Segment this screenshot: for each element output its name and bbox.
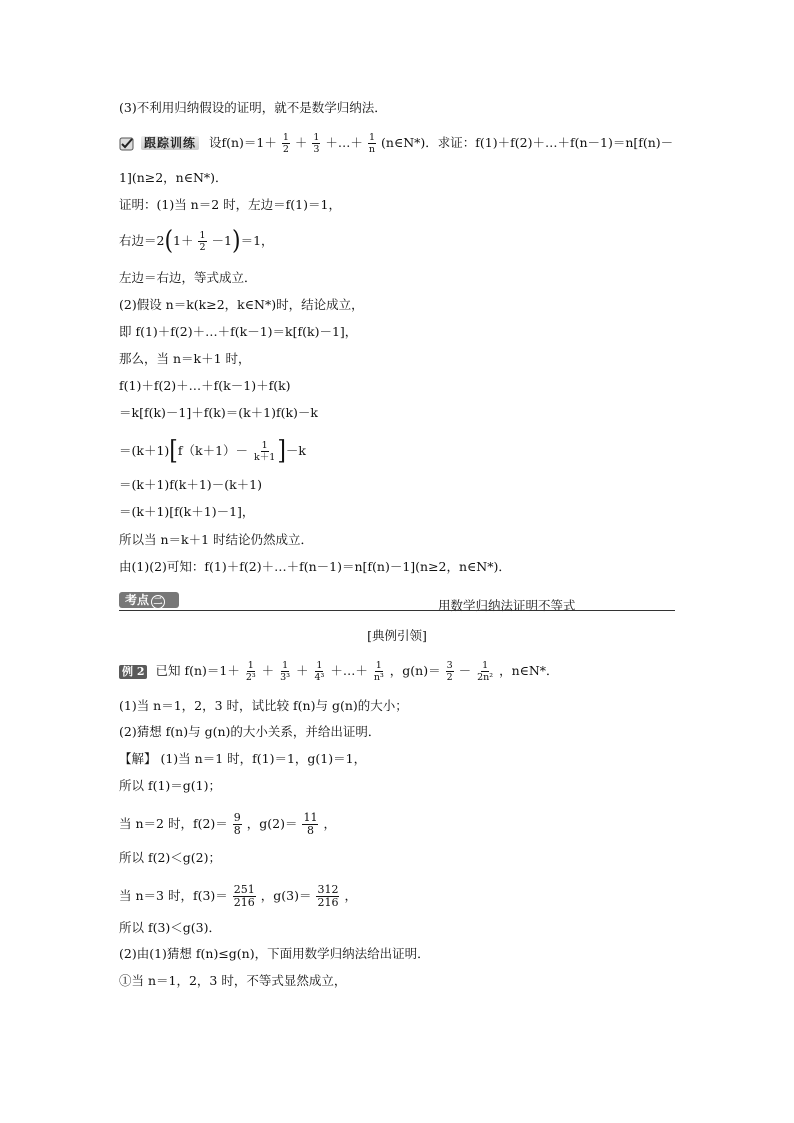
text-line: 所以 f(2)＜g(2)； [119,850,222,865]
text: －k [285,443,306,458]
paren: ( [164,225,174,256]
fraction: $\frac{11}{8}$ [303,811,318,837]
fraction: $\frac{1}{k+1}$ [254,440,276,463]
kaodian-tag: 考点 二 [119,592,179,608]
text: f（k＋1）－ [177,443,249,458]
text: 右边＝2 [119,233,165,248]
text: ＋…＋ [330,663,368,678]
fraction: $\frac{1}{2}$ [199,230,206,253]
text: 当 n＝3 时，f(3)＝ [119,888,228,903]
fraction: $\frac{1}{3}$ [313,132,320,155]
fraction: $\frac{3}{2}$ [446,660,453,683]
text: ，g(2)＝ [246,816,298,831]
text: ＋ [294,135,308,150]
bracket: ] [277,435,286,466]
text: － [458,663,472,678]
text-line [119,435,306,466]
text-line: 证明：(1)当 n＝2 时，左边＝f(1)＝1， [119,197,341,212]
text: 1＋ [173,233,194,248]
text-line [119,884,357,909]
text: ，g(3)＝ [260,888,312,903]
text-line: ＝(k＋1)[f(k＋1)－1]， [119,504,255,519]
text-line: (2)假设 n＝k(k≥2，k∈N*)时，结论成立， [119,297,364,312]
text-line: 那么，当 n＝k＋1 时， [119,351,251,366]
section-divider [119,610,675,611]
text: ，g(n)＝ [389,663,441,678]
text-line: f(1)＋f(2)＋…＋f(k－1)＋f(k) [119,378,291,393]
bracket: [ [169,435,178,466]
subsection-label: [典例引领] [367,628,427,643]
note-line: (3)不利用归纳假设的证明，就不是数学归纳法． [119,100,387,115]
text-line: (2)猜想 f(n)与 g(n)的大小关系，并给出证明． [119,724,381,739]
text-line [119,812,336,837]
fraction: $\frac{9}{8}$ [233,811,241,837]
text: 已知 f(n)＝1＋ [155,663,240,678]
text: ， [323,816,336,831]
text-line [119,225,274,256]
text-line: 左边＝右边，等式成立． [119,270,257,285]
kaodian-number: 二 [151,595,165,609]
fraction: $\frac{1}{\text{3³}}$ [280,660,291,683]
fraction: $\frac{312}{216}$ [317,883,339,909]
text: 当 n＝2 时，f(2)＝ [119,816,228,831]
text-line: ＝k[f(k)－1]＋f(k)＝(k＋1)f(k)－k [119,405,318,420]
text-line: (2)由(1)猜想 f(n)≤g(n)，下面用数学归纳法给出证明． [119,946,430,961]
text: ＝(k＋1) [119,443,170,458]
fraction: $\frac{1}{\text{4³}}$ [314,660,325,683]
exercise-statement [119,132,673,155]
text-line: 所以 f(3)＜g(3)． [119,920,222,935]
text-line: 由(1)(2)可知：f(1)＋f(2)＋…＋f(n－1)＝n[f(n)－1](n≥2，n∈N*)． [119,559,511,574]
text-line: (1)当 n＝1，2，3 时，试比较 f(n)与 g(n)的大小； [119,698,408,713]
text-line: 所以 f(1)＝g(1)； [119,778,222,793]
exercise-label: 跟踪训练 [141,136,199,150]
text-line: ＝(k＋1)f(k＋1)－(k＋1) [119,477,262,492]
fraction: $\frac{1}{\text{n³}}$ [373,660,384,683]
solution-start: 【解】 (1)当 n＝1 时，f(1)＝1，g(1)＝1， [119,751,367,766]
paren: ) [231,225,241,256]
text-line: 所以当 n＝k＋1 时结论仍然成立． [119,532,314,547]
text-line: 1](n≥2，n∈N*)． [119,170,228,185]
text: －1 [211,233,232,248]
fraction: $\frac{1}{2}$ [282,132,289,155]
text: (n∈N*)．求证：f(1)＋f(2)＋…＋f(n－1)＝n[f(n)－ [381,135,674,150]
text: ＋…＋ [325,135,363,150]
text: ，n∈N*． [499,663,559,678]
example-badge: 例 2 [119,665,147,679]
text-line: ①当 n＝1，2，3 时，不等式显然成立， [119,973,347,988]
fraction: $\frac{1}{n}$ [368,132,376,155]
fraction: $\frac{251}{216}$ [233,883,255,909]
text: ＝1， [240,233,274,248]
section-title: 用数学归纳法证明不等式 [438,598,576,613]
text: ， [344,888,357,903]
text-line: 即 f(1)＋f(2)＋…＋f(k－1)＝k[f(k)－1]， [119,324,358,339]
text: ＋ [261,663,275,678]
fraction: $\frac{1}{\text{2³}}$ [245,660,256,683]
text: ＋ [296,663,309,678]
checkmark-icon [119,137,135,151]
example-statement [119,660,559,683]
text: 设f(n)＝1＋ [208,135,277,150]
fraction: $\frac{1}{\text{2n²}}$ [477,660,494,683]
